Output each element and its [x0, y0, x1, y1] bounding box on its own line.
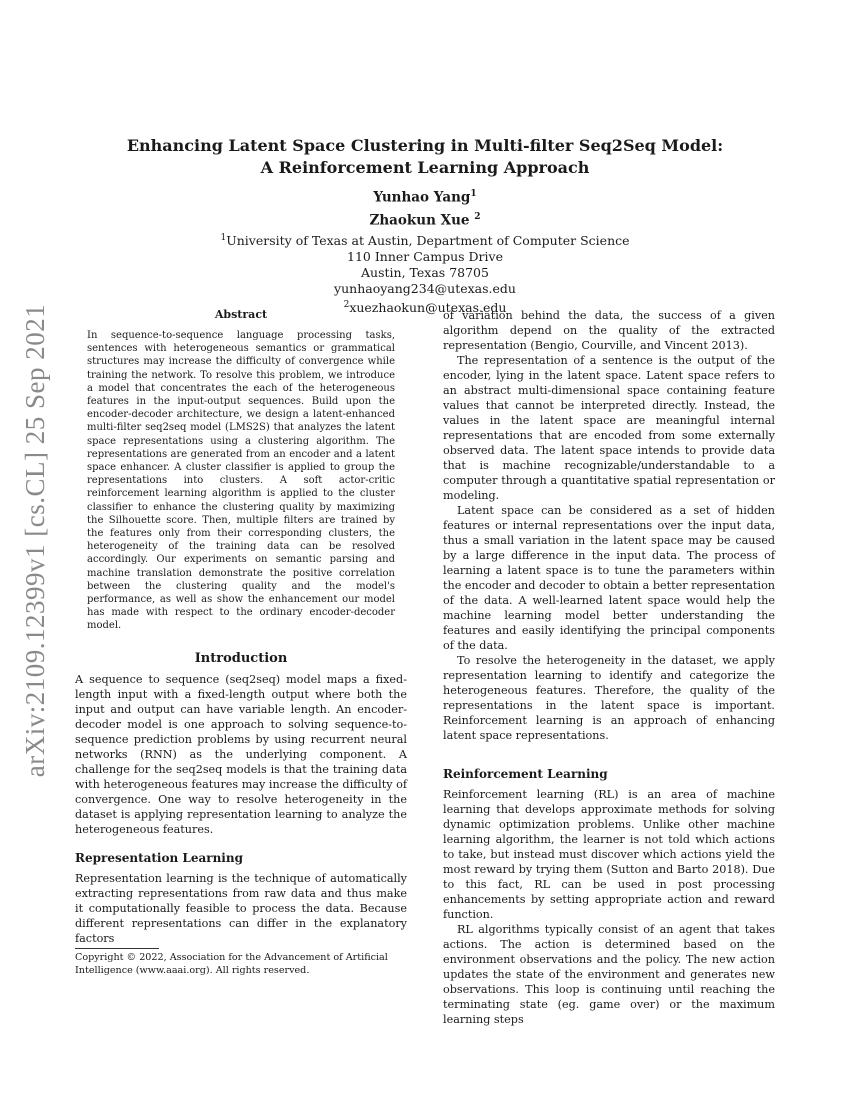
author-2-email: xuezhaokun@utexas.edu — [349, 300, 507, 316]
right-column — [443, 308, 775, 1027]
author-1 — [75, 185, 775, 208]
author-2-mark: 2 — [474, 211, 481, 222]
heterogeneity-paragraph: To resolve the heterogeneity in the dataset, we apply representation learning to identify and categorize the heterogeneous features. Therefore, the quality of the representations in the latent space is important. Reinforcement learning is an approach of enhancing latent space representations. — [443, 654, 775, 742]
author-1-email: yunhaoyang234@utexas.edu — [334, 281, 516, 297]
affiliation-line-2: 110 Inner Campus Drive — [347, 249, 503, 265]
author-1-name: Yunhao Yang — [373, 189, 471, 206]
affiliation-1-text: University of Texas at Austin, Department of Computer Science — [226, 233, 630, 249]
representation-learning-heading: Representation Learning — [75, 850, 243, 865]
introduction-paragraph: A sequence to sequence (seq2seq) model maps a fixed-length input with a fixed-length output where both the input and output can have variable length. An encoder-decoder model is one approach to solving sequence-to-sequence prediction problems by using recurrent neural networks (RNN) as the underlying component. A challenge for the seq2seq models is that the training data with heterogeneous features may increase the difficulty of convergence. One way to resolve heterogeneity in the dataset is applying representation learning to analyze the heterogeneous features. — [75, 672, 407, 836]
arxiv-stamp-text: arXiv:2109.12399v1 [cs.CL] 25 Sep 2021 — [20, 303, 51, 777]
author-1-mark: 1 — [470, 189, 477, 199]
abstract-heading: Abstract — [214, 308, 268, 321]
affiliation-line-3: Austin, Texas 78705 — [361, 265, 489, 281]
left-column — [75, 308, 407, 946]
introduction-heading: Introduction — [194, 650, 288, 666]
representation-learning-continued: of variation behind the data, the success of a given algorithm depend on the quality of the extracted representation (Bengio, Courville, and Vincent 2013). — [443, 309, 775, 352]
representation-learning-paragraph: Representation learning is the technique of automatically extracting representations from raw data and thus make it computationally feasible to process the data. Because different representations can differ in the explanatory factors — [75, 871, 407, 945]
author-2 — [75, 208, 775, 231]
arxiv-stamp — [8, 280, 64, 800]
reinforcement-learning-paragraph-1: Reinforcement learning (RL) is an area of machine learning that develops approximate methods for solving dynamic optimization problems. Unlike other machine learning algorithm, the learner is not told which actions to take, but instead must discover which actions yield the most reward by trying them (Sutton and Barto 2018). Due to this fact, RL can be used in post processing enhancements by setting appropriate action and reward function. — [443, 788, 775, 921]
reinforcement-learning-heading: Reinforcement Learning — [443, 767, 608, 781]
author-2-email-mark: 2 — [343, 300, 350, 311]
paper-title-line-2: A Reinforcement Learning Approach — [260, 158, 590, 177]
paper-header — [75, 135, 775, 316]
latent-features-paragraph: Latent space can be considered as a set of hidden features or internal representations over the input data, thus a small variation in the latent space may be caused by a large difference in the input data. The process of learning a latent space is to tune the parameters within the encoder and decoder to obtain a better representation of the data. A well-learned latent space would help the machine learning model better understanding the features and easily identifying the principal components of the data. — [443, 504, 776, 652]
affiliation-1-mark: 1 — [220, 233, 227, 243]
paper-title-line-1: Enhancing Latent Space Clustering in Multi-filter Seq2Seq Model: — [126, 136, 724, 155]
affiliation-line-1 — [75, 230, 775, 249]
footnote-divider — [75, 948, 159, 949]
latent-space-paragraph: The representation of a sentence is the output of the encoder, lying in the latent space. Latent space refers to an abstract multi-dimensional space containing feature values that cannot be interpreted directly. Instead, the values in the latent space are meaningful internal representations that are encoded from some externally observed data. The latent space intends to provide data that is machine recognizable/understandable to a computer through a quantitative spatial representation or modeling. — [443, 354, 775, 502]
abstract-text: In sequence-to-sequence language processing tasks, sentences with heterogeneous semantics or grammatical structures may increase the difficulty of convergence while training the network. To resolve this problem, we introduce a model that concentrates the each of the heterogeneous features in the input-output sequences. Build upon the encoder-decoder architecture, we design a latent-enhanced multi-filter seq2seq model (LMS2S) that analyzes the latent space representations using a clustering algorithm. The representations are generated from an encoder and a latent space enhancer. A cluster classifier is applied to group the representations into clusters. A soft actor-critic reinforcement learning algorithm is applied to the cluster classifier to enhance the clustering quality by maximizing the Silhouette score. Then, multiple filters are trained by the features only from their corresponding clusters, the heterogeneity of the training data can be resolved accordingly. Our experiments on semantic parsing and machine translation demonstrate the positive correlation between the clustering quality and the model's performance, as well as show the enhancement our model has made with respect to the ordinary encoder-decoder model. — [87, 330, 395, 632]
author-2-name: Zhaokun Xue — [369, 212, 470, 228]
copyright-footnote: Copyright © 2022, Association for the Advancement of Artificial Intelligence (www.aaai.org). All rights reserved. — [75, 952, 388, 976]
reinforcement-learning-paragraph-2: RL algorithms typically consist of an agent that takes actions. The action is determined based on the environment observations and the policy. The new action updates the state of the environment and generates new observations. This loop is continuing until reaching the terminating state (eg. game over) or the maximum learning steps — [443, 923, 775, 1026]
